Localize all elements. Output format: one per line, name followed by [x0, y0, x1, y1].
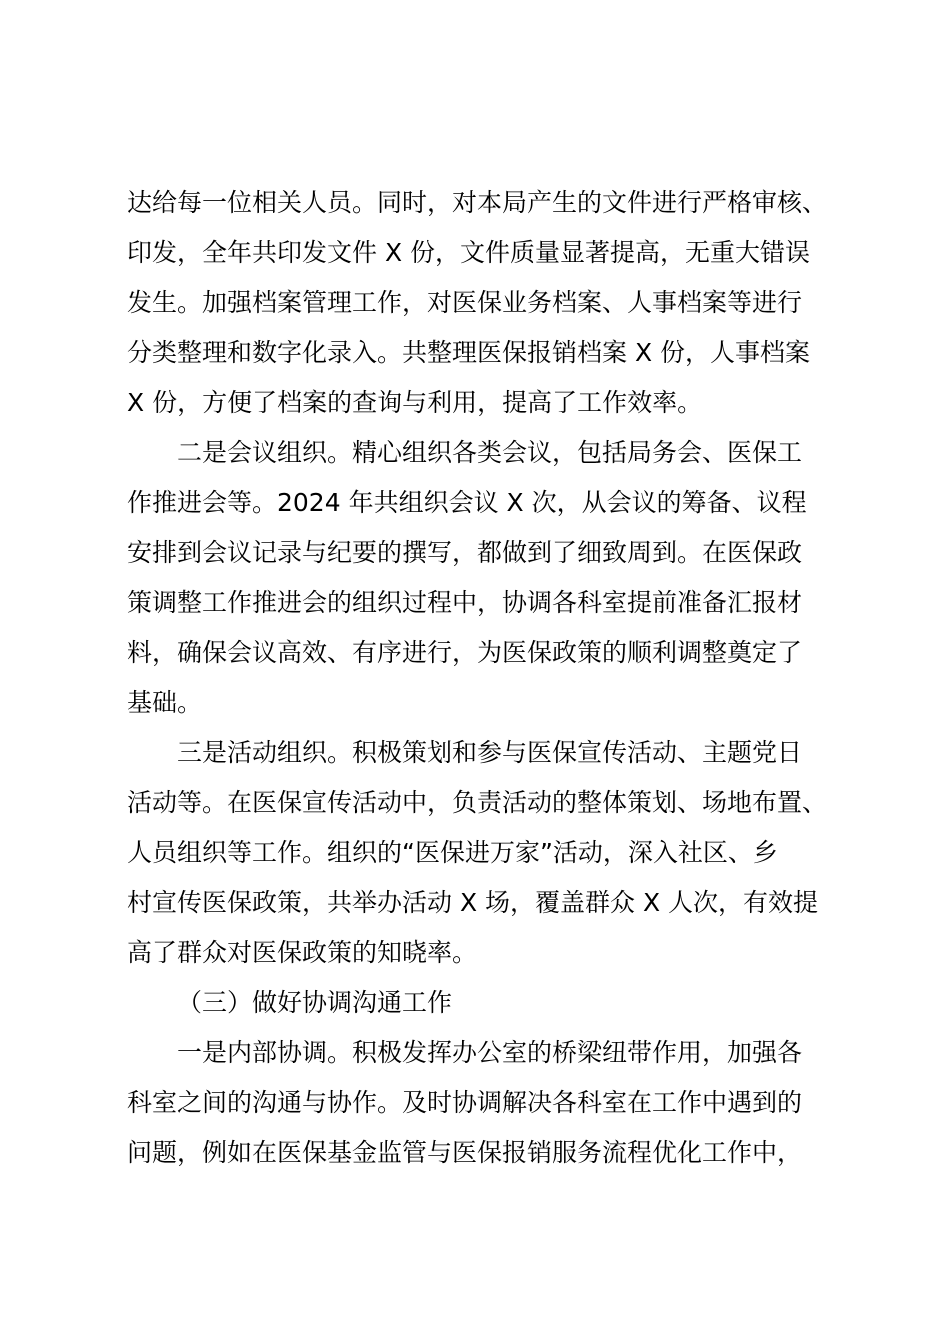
section-heading: （三）做好协调沟通工作 — [177, 988, 453, 1017]
text-line: 达给每一位相关人员。同时，对本局产生的文件进行严格审核、 — [127, 188, 828, 217]
text-line: 作推进会等。2024 年共组织会议 X 次，从会议的筹备、议程 — [127, 488, 807, 517]
text-line: 科室之间的沟通与协作。及时协调解决各科室在工作中遇到的 — [127, 1088, 803, 1117]
text-line: 安排到会议记录与纪要的撰写，都做到了细致周到。在医保政 — [127, 538, 803, 567]
text-line: 活动等。在医保宣传活动中，负责活动的整体策划、场地布置、 — [127, 788, 828, 817]
text-line: 分类整理和数字化录入。共整理医保报销档案 X 份，人事档案 — [127, 338, 811, 367]
text-line: 印发，全年共印发文件 X 份，文件质量显著提高，无重大错误 — [127, 238, 811, 267]
text-line: 三是活动组织。积极策划和参与医保宣传活动、主题党日 — [177, 738, 803, 767]
text-line: X 份，方便了档案的查询与利用，提高了工作效率。 — [127, 388, 703, 417]
text-line: 料，确保会议高效、有序进行，为医保政策的顺利调整奠定了 — [127, 638, 803, 667]
text-line: 人员组织等工作。组织的“医保进万家”活动，深入社区、乡 — [127, 838, 778, 867]
text-line: 村宣传医保政策，共举办活动 X 场，覆盖群众 X 人次，有效提 — [127, 888, 819, 917]
text-line: 问题，例如在医保基金监管与医保报销服务流程优化工作中， — [127, 1138, 803, 1167]
text-line: 策调整工作推进会的组织过程中，协调各科室提前准备汇报材 — [127, 588, 803, 617]
text-line: 一是内部协调。积极发挥办公室的桥梁纽带作用，加强各 — [177, 1038, 803, 1067]
text-line: 二是会议组织。精心组织各类会议，包括局务会、医保工 — [177, 438, 803, 467]
text-line: 基础。 — [127, 688, 203, 717]
text-line: 高了群众对医保政策的知晓率。 — [127, 938, 478, 967]
text-line: 发生。加强档案管理工作，对医保业务档案、人事档案等进行 — [127, 288, 803, 317]
